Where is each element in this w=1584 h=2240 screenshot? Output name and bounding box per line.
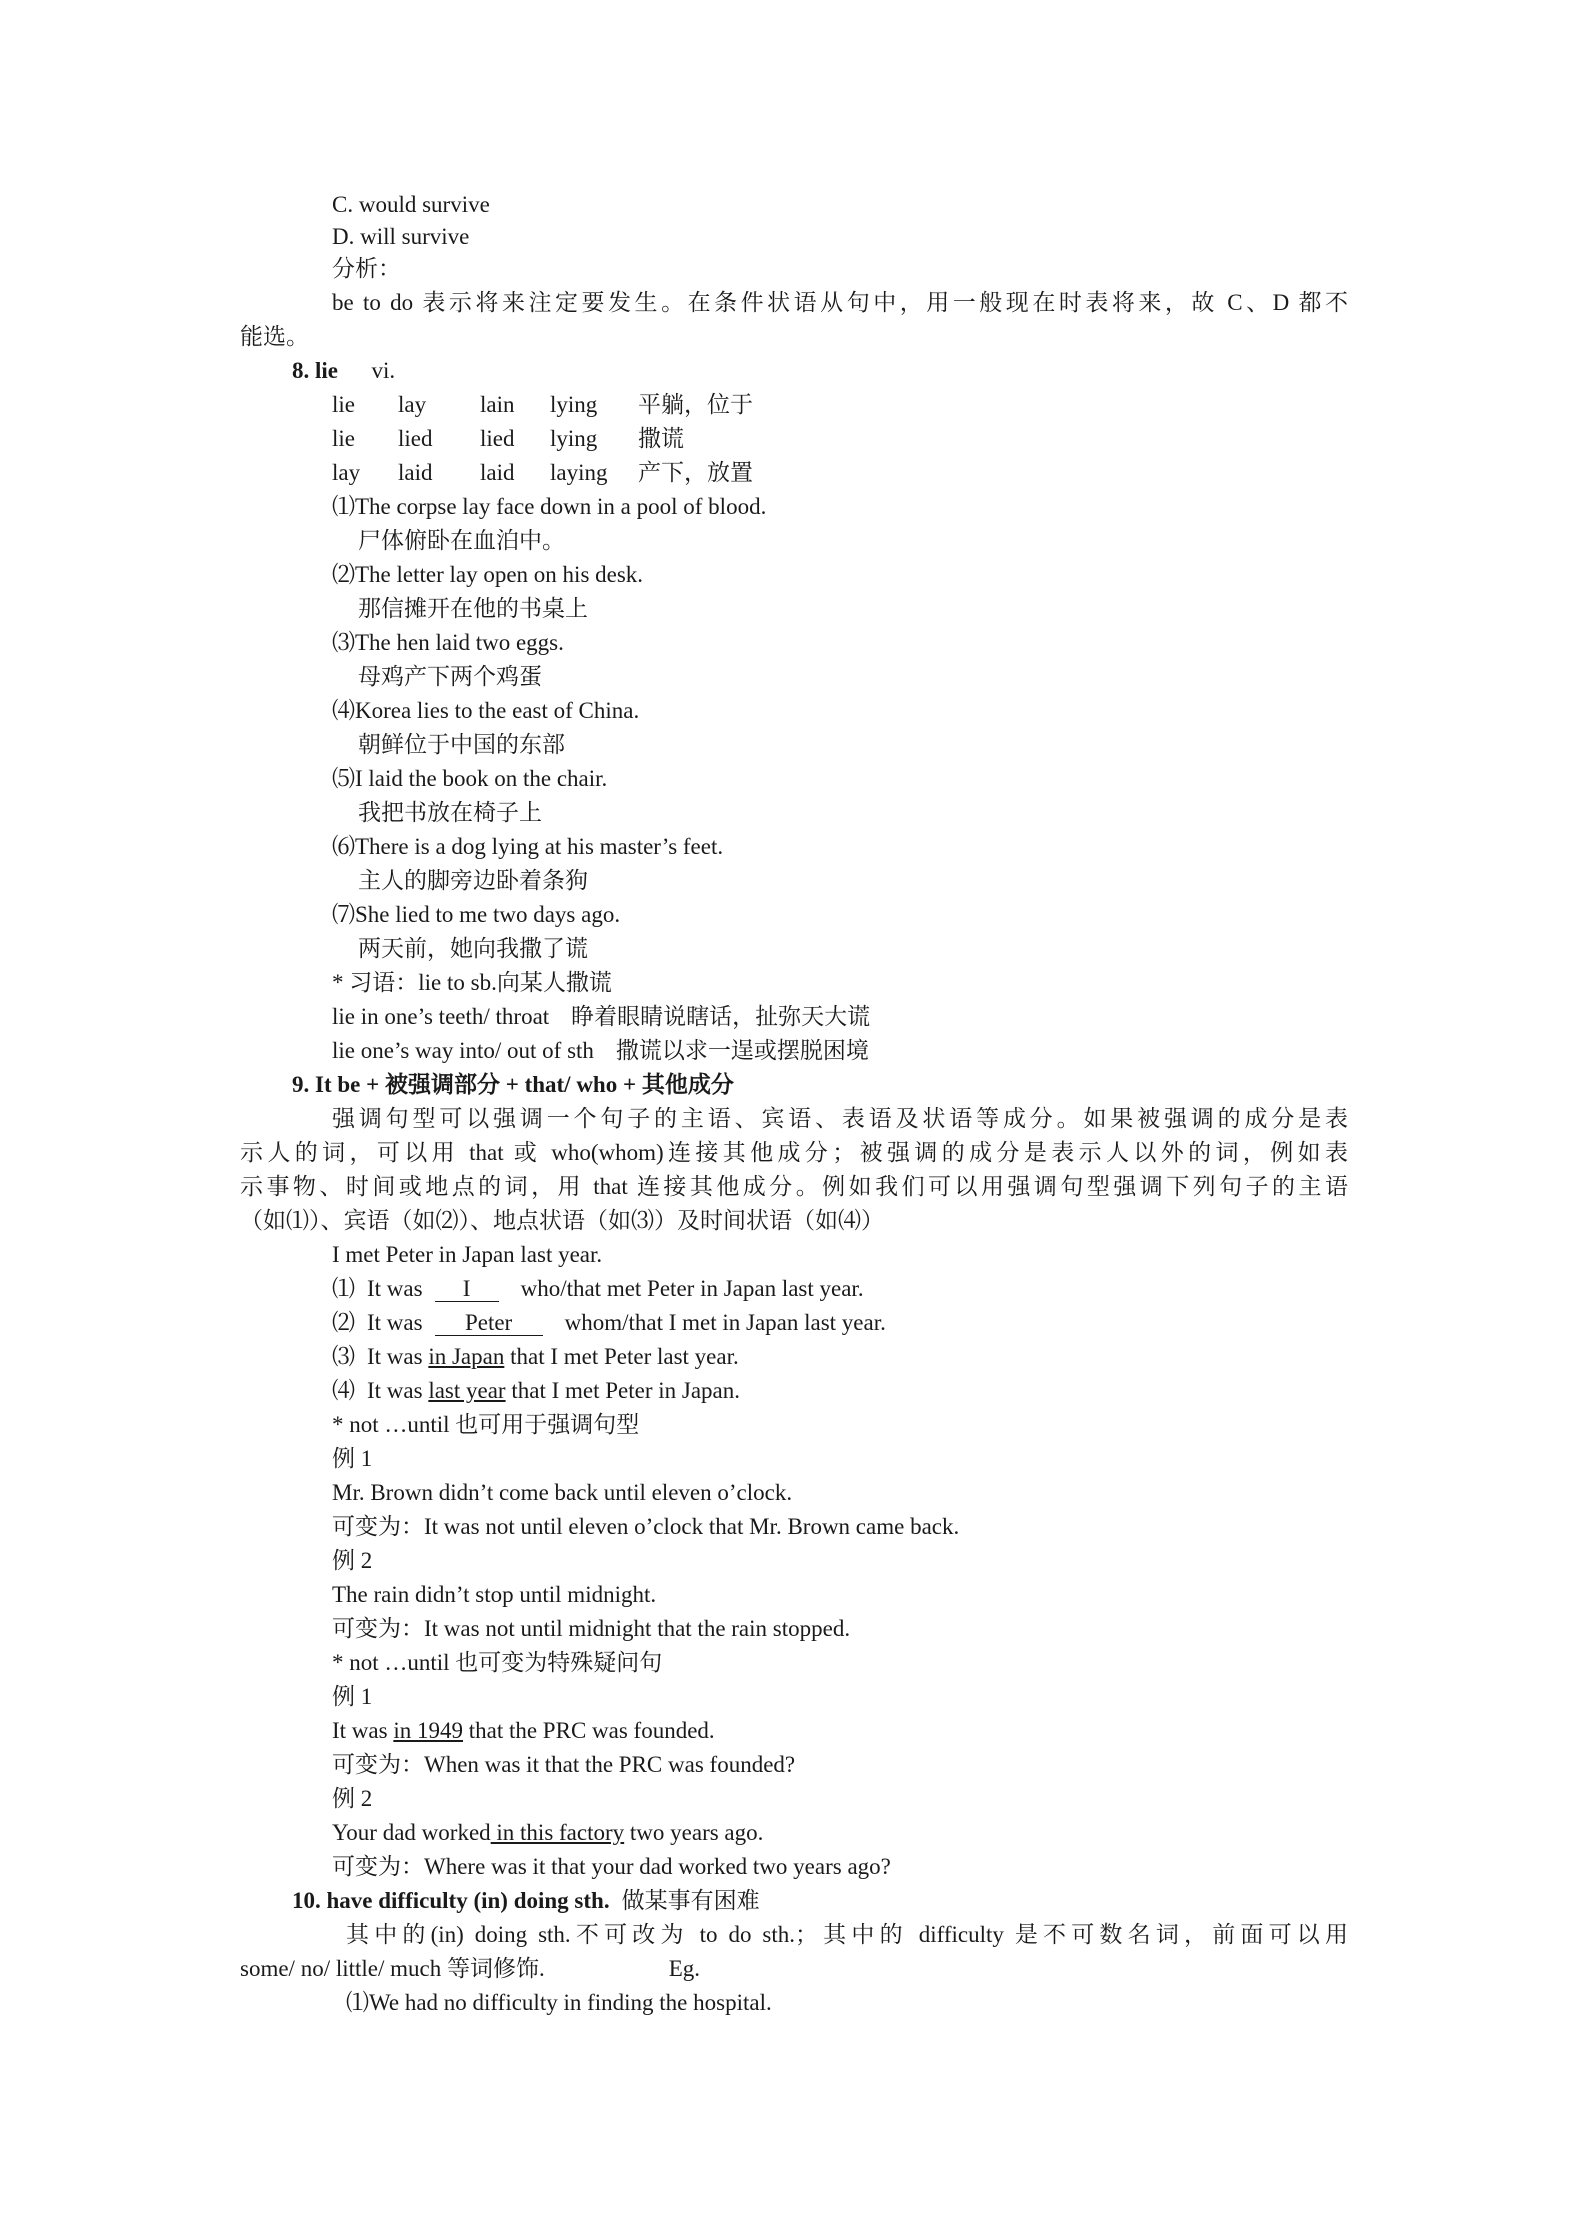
section-8-word: lie [315,358,338,383]
example-number: ⑷ [332,1378,355,1403]
section-10-paragraph-line [240,1954,700,1984]
example-prefix: It was [367,1344,423,1369]
example-number: ⑺ [332,902,355,927]
example-english: The hen laid two eggs. [355,630,564,655]
emphasis-example [332,1308,886,1338]
emphasis-example [332,1342,739,1372]
form-past: lay [398,392,427,417]
example-translation: 我把书放在椅子上 [358,800,542,825]
note-not-until-question: * not …until 也可变为特殊疑问句 [332,1650,663,1675]
example-prefix: It was [367,1378,423,1403]
example-translation: 尸体俯卧在血泊中。 [358,528,565,553]
example-number: ⑸ [332,766,355,791]
example-translation: 那信摊开在他的书桌上 [358,596,588,621]
note-not-until: * not …until 也可用于强调句型 [332,1412,640,1437]
example-english: Korea lies to the east of China. [355,698,640,723]
example-label: 例 2 [332,1786,373,1811]
section-10-example: ⑴We had no difficulty in finding the hospital. [346,1990,772,2015]
example-result: 可变为：It was not until midnight that the rain stopped. [332,1616,851,1641]
form-past: lied [398,426,433,451]
idiom-english: lie one’s way into/ out of sth [332,1038,594,1063]
section-9-paragraph-line: 示人的词，可以用 that 或 who(whom)连接其他成分；被强调的成分是表示人以外的词，例如表 [240,1140,1348,1165]
example-suffix: two years ago. [629,1820,764,1845]
emphasis-blank: I [435,1277,499,1302]
form-base: lie [332,426,355,451]
example-source [332,1818,763,1848]
example-number: ⑴ [332,1276,355,1301]
example-sentence [332,696,639,726]
emphasis-example [332,1376,740,1406]
underlined-phrase: in 1949 [393,1718,463,1743]
section-10-meaning: 做某事有困难 [621,1888,760,1913]
section-8-heading [292,356,395,386]
form-participle: lied [480,426,515,451]
example-number: ⑵ [332,562,355,587]
example-suffix: whom/that I met in Japan last year. [564,1310,886,1335]
verb-form-row [332,458,753,488]
form-meaning: 撒谎 [638,426,684,451]
example-source: The rain didn’t stop until midnight. [332,1582,657,1607]
emphasis-example [332,1274,864,1304]
example-english: The letter lay open on his desk. [355,562,644,587]
example-result: 可变为：It was not until eleven o’clock that Mr. Brown came back. [332,1514,960,1539]
example-source: Mr. Brown didn’t come back until eleven o’clock. [332,1480,793,1505]
example-number: ⑹ [332,834,355,859]
example-translation: 两天前，她向我撒了谎 [358,936,588,961]
example-english: There is a dog lying at his master’s feet. [355,834,724,859]
section-10-heading [292,1886,760,1916]
example-label: 例 1 [332,1446,373,1471]
section-10-paragraph-text: some/ no/ little/ much 等词修饰. [240,1956,545,1981]
example-source [332,1716,715,1746]
section-8-pos: vi. [371,358,396,383]
example-prefix: Your dad worked [332,1820,491,1845]
example-suffix: that I met Peter in Japan. [511,1378,740,1403]
section-9-paragraph-line: 强调句型可以强调一个句子的主语、宾语、表语及状语等成分。如果被强调的成分是表 [332,1106,1348,1131]
underlined-phrase: last year [428,1378,506,1403]
section-10-title: 10. have difficulty (in) doing sth. [292,1888,610,1913]
example-result: 可变为：Where was it that your dad worked two years ago? [332,1854,891,1879]
example-prefix: It was [367,1276,423,1301]
example-sentence [332,832,723,862]
analysis-line-1: be to do 表示将来注定要发生。在条件状语从句中，用一般现在时表将来，故 C、D 都不 [332,290,1348,315]
example-result: 可变为：When was it that the PRC was founded? [332,1752,796,1777]
analysis-line-2: 能选。 [240,324,309,349]
example-label: 例 1 [332,1684,373,1709]
form-base: lie [332,392,355,417]
example-number: ⑵ [332,1310,355,1335]
form-base: lay [332,460,361,485]
emphasis-blank: Peter [435,1311,543,1336]
example-label: 例 2 [332,1548,373,1573]
option-d: D. will survive [332,224,470,249]
example-suffix: who/that met Peter in Japan last year. [520,1276,864,1301]
example-number: ⑷ [332,698,355,723]
form-ing: lying [550,426,598,451]
form-meaning: 产下，放置 [638,460,753,485]
form-ing: lying [550,392,598,417]
example-number: ⑶ [332,630,355,655]
base-sentence: I met Peter in Japan last year. [332,1242,603,1267]
section-8-number: 8. [292,358,310,383]
example-sentence [332,900,620,930]
example-translation: 朝鲜位于中国的东部 [358,732,565,757]
idiom-row [332,1002,870,1032]
example-number: ⑶ [332,1344,355,1369]
idiom-row [332,1036,869,1066]
form-past: laid [398,460,433,485]
example-english: I laid the book on the chair. [355,766,608,791]
idiom-chinese: 睁着眼睛说瞎话，扯弥天大谎 [571,1004,871,1029]
example-translation: 主人的脚旁边卧着条狗 [358,868,588,893]
example-suffix: that I met Peter last year. [510,1344,739,1369]
section-10-paragraph-line: 其中的(in) doing sth.不可改为 to do sth.；其中的 difficulty 是不可数名词，前面可以用 [346,1922,1348,1947]
example-prefix: It was [332,1718,388,1743]
section-9-heading: 9. It be + 被强调部分 + that/ who + 其他成分 [292,1072,734,1097]
form-meaning: 平躺，位于 [638,392,753,417]
eg-label: Eg. [668,1956,701,1981]
idiom-label: * 习语：lie to sb.向某人撒谎 [332,970,612,995]
example-english: The corpse lay face down in a pool of blood. [355,494,767,519]
form-participle: lain [480,392,515,417]
example-english: She lied to me two days ago. [355,902,621,927]
example-number: ⑴ [332,494,355,519]
underlined-phrase: in this factory [490,1820,625,1845]
idiom-chinese: 撒谎以求一逞或摆脱困境 [615,1038,869,1063]
example-sentence [332,492,766,522]
example-sentence [332,628,564,658]
underlined-phrase: in Japan [428,1344,505,1369]
verb-form-row [332,424,684,454]
example-suffix: that the PRC was founded. [468,1718,715,1743]
example-sentence [332,764,607,794]
idiom-english: lie in one’s teeth/ throat [332,1004,550,1029]
section-9-paragraph-line: （如⑴）、宾语（如⑵）、地点状语（如⑶）及时间状语（如⑷） [240,1208,884,1233]
example-sentence [332,560,643,590]
verb-form-row [332,390,753,420]
form-participle: laid [480,460,515,485]
example-translation: 母鸡产下两个鸡蛋 [358,664,542,689]
example-prefix: It was [367,1310,423,1335]
form-ing: laying [550,460,608,485]
section-9-paragraph-line: 示事物、时间或地点的词，用 that 连接其他成分。例如我们可以用强调句型强调下列句子的主语 [240,1174,1348,1199]
analysis-label: 分析： [332,256,401,281]
option-c: C. would survive [332,192,490,217]
